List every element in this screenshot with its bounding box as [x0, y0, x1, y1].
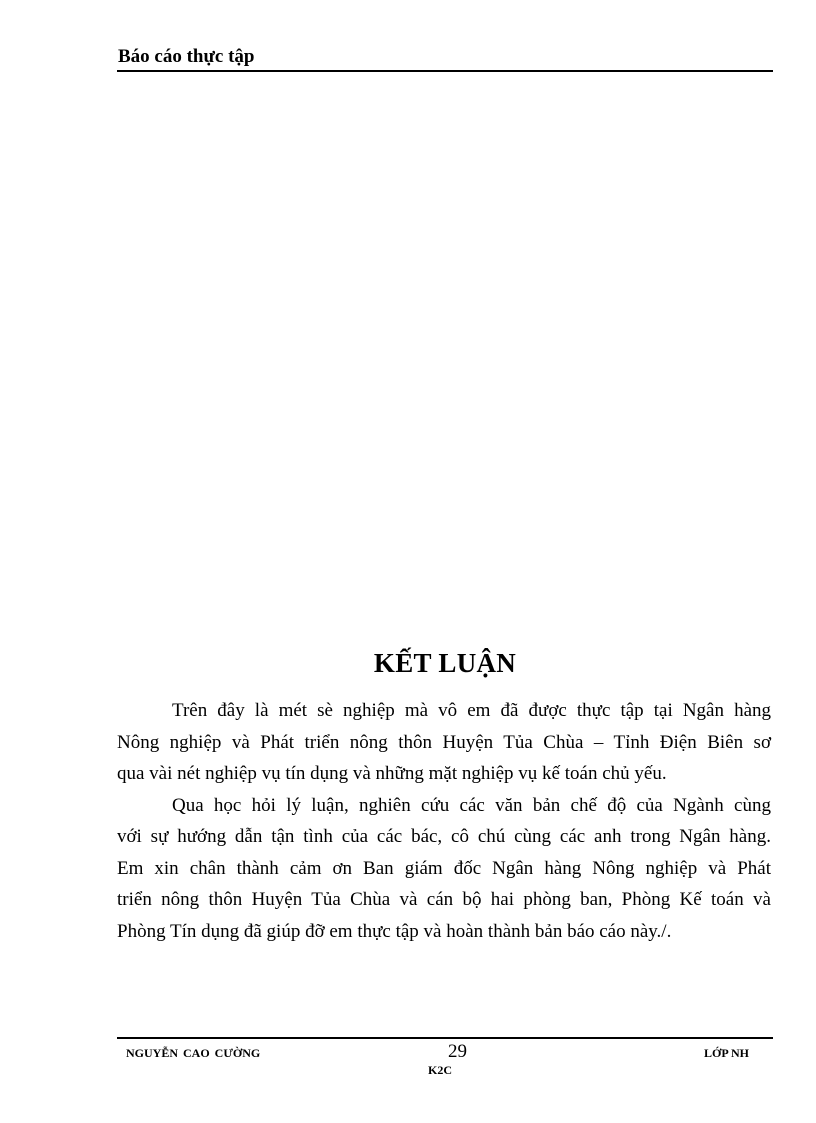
report-header-title: Báo cáo thực tập — [118, 46, 255, 67]
page-number: 29 — [448, 1041, 467, 1062]
paragraph-line: Trên đây là mét sè nghiệp mà vô em đã được thực tập tại Ngân hàng — [172, 700, 771, 721]
footer-author: NGUYỄN CAO CƯỜNG — [126, 1046, 261, 1060]
paragraph-line: Em xin chân thành cảm ơn Ban giám đốc Ngân hàng Nông nghiệp và Phát — [117, 857, 771, 879]
conclusion-body — [117, 695, 771, 947]
conclusion-heading: KẾT LUẬN — [373, 648, 517, 678]
paragraph-line: Nông nghiệp và Phát triển nông thôn Huyện Tủa Chùa – Tỉnh Điện Biên sơ — [117, 731, 771, 753]
paragraph-2 — [117, 790, 771, 948]
paragraph-line: triển nông thôn Huyện Tủa Chùa và cán bộ hai phòng ban, Phòng Kế toán và — [117, 889, 771, 910]
footer-divider — [117, 1037, 773, 1039]
paragraph-1 — [117, 695, 771, 790]
paragraph-line: Phòng Tín dụng đã giúp đỡ em thực tập và hoàn thành bản báo cáo này./. — [117, 920, 672, 942]
paragraph-line: Qua học hỏi lý luận, nghiên cứu các văn bản chế độ của Ngành cùng — [172, 794, 771, 816]
footer-class-continuation: K2C — [428, 1063, 452, 1077]
footer-class: LỚP NH — [704, 1046, 750, 1060]
header-divider — [117, 70, 773, 72]
paragraph-line: với sự hướng dẫn tận tình của các bác, cô chú cùng các anh trong Ngân hàng. — [117, 826, 771, 847]
paragraph-line: qua vài nét nghiệp vụ tín dụng và những mặt nghiệp vụ kế toán chủ yếu. — [117, 763, 667, 784]
